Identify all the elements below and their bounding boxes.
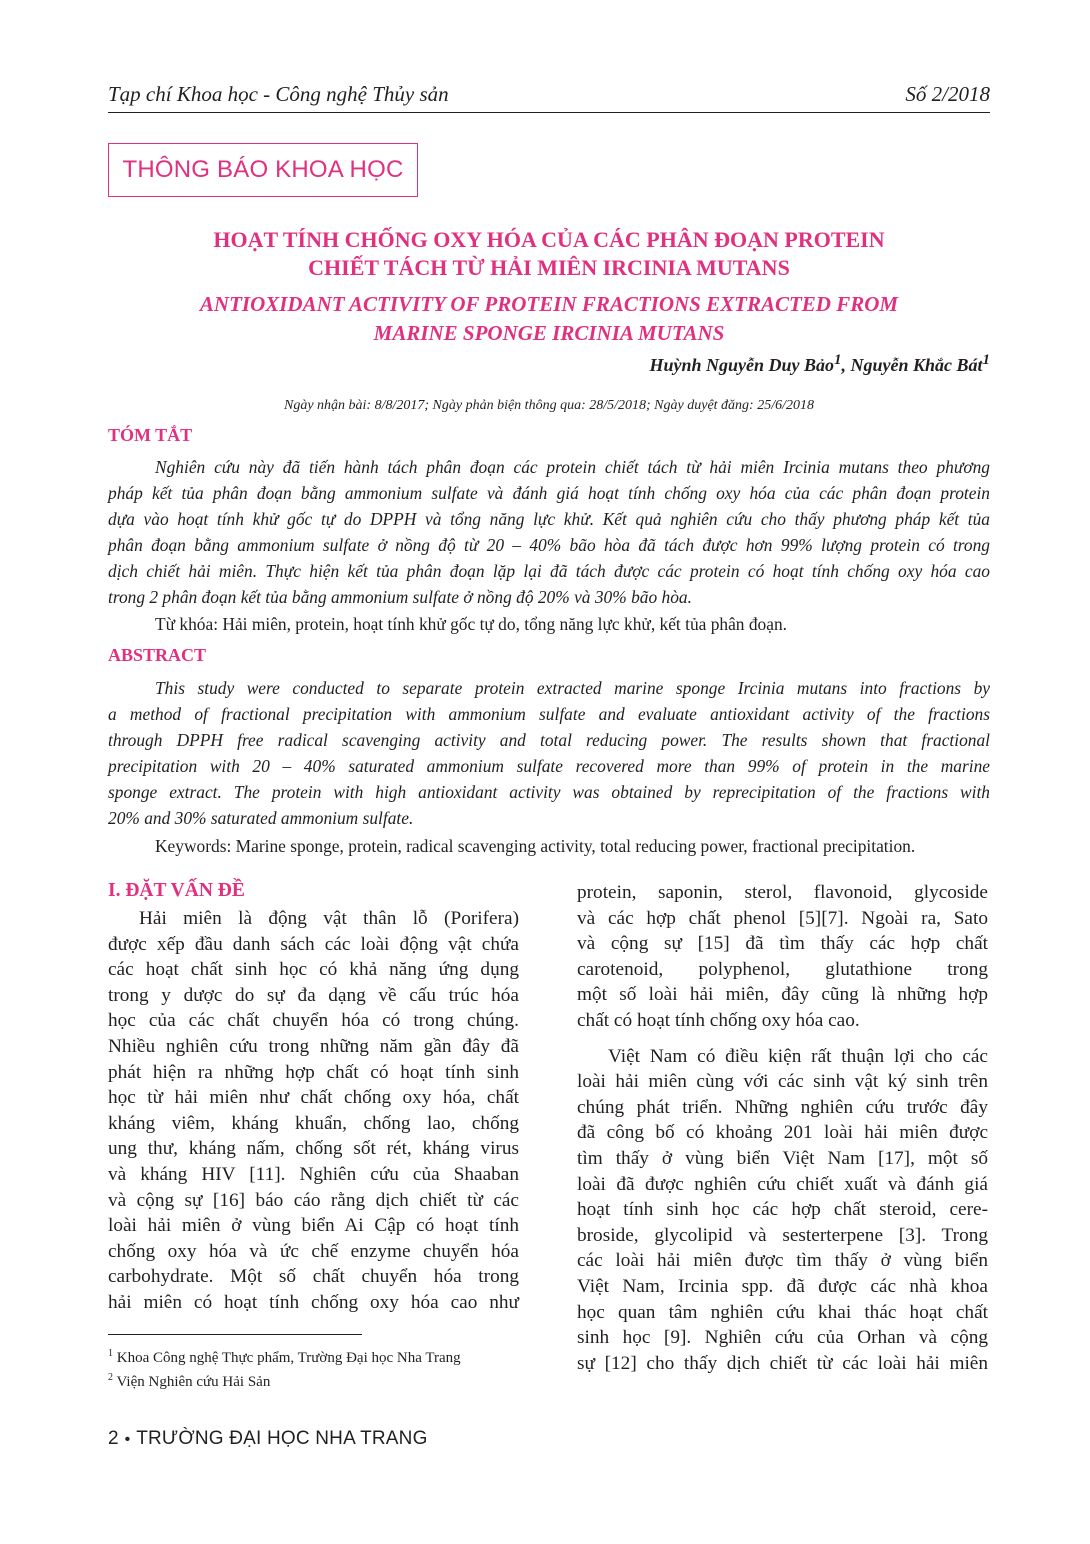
page-number: 2 [108, 1428, 119, 1449]
section-title: I. ĐẶT VẤN ĐỀ [108, 880, 245, 901]
body-line: và các hợp chất phenol [5][7]. Ngoài ra, Sato [577, 907, 988, 929]
body-line: carotenoid, polyphenol, glutathione trong [577, 958, 988, 980]
body-line: trong y dược do sự đa dạng về cấu trúc hóa [108, 984, 519, 1006]
body-line: loài đã được nghiên cứu chiết xuất và đánh giá [577, 1173, 988, 1195]
abstract-line: sponge extract. The protein with high antioxidant activity was obtained by reprecipitation of the fractions with [108, 782, 990, 803]
summary-vi-body [108, 454, 990, 611]
abstract-heading: ABSTRACT [108, 645, 207, 665]
body-line: học từ hải miên như chất chống oxy hóa, chất [108, 1087, 519, 1109]
keywords-en: Keywords: Marine sponge, protein, radical scavenging activity, total reducing power, fractional precipitation. [155, 836, 916, 856]
title-en-line: ANTIOXIDANT ACTIVITY OF PROTEIN FRACTIONS EXTRACTED FROM [199, 292, 899, 316]
title-vi-line: CHIẾT TÁCH TỪ HẢI MIÊN IRCINIA MUTANS [308, 255, 790, 280]
summary-vi-line: dịch chiết hải miên. Thực hiện kết tủa phân đoạn lặp lại đã tách được các protein có hoạt tính chống oxy hóa cao [108, 561, 990, 582]
body-line: Việt Nam, Ircinia spp. đã được các nhà khoa [577, 1275, 988, 1297]
abstract-line: 20% and 30% saturated ammonium sulfate. [108, 808, 414, 829]
abstract-line: This study were conducted to separate protein extracted marine sponge Ircinia mutans into fractions by [155, 678, 990, 698]
title-vi-line: HOẠT TÍNH CHỐNG OXY HÓA CỦA CÁC PHÂN ĐOẠN PROTEIN [213, 227, 885, 252]
body-line: một số loài hải miên, đây cũng là những hợp [577, 984, 988, 1006]
body-line: tìm thấy ở vùng biển Việt Nam [17], một số [577, 1147, 988, 1169]
footnote [108, 1344, 461, 1368]
body-line: Hải miên là động vật thân lỗ (Porifera) [139, 908, 519, 929]
author-name: Huỳnh Nguyễn Duy Bảo [649, 355, 834, 375]
section-label-box [108, 143, 418, 197]
summary-vi-heading: TÓM TẮT [108, 425, 193, 445]
footer-bullet: • [124, 1431, 131, 1448]
body-line: chống oxy hóa và ức chế enzyme chuyển hóa [108, 1240, 519, 1262]
title-en-line: MARINE SPONGE IRCINIA MUTANS [373, 321, 725, 345]
body-line: sinh học [9]. Nghiên cứu của Orhan và cộng [577, 1327, 988, 1349]
body-line: hoạt tính sinh học các hợp chất steroid, cere- [577, 1199, 988, 1221]
abstract-line: precipitation with 20 – 40% saturated ammonium sulfate recovered more than 99% of protein in the marine [108, 756, 990, 777]
body-line: phát hiện ra những hợp chất có hoạt tính sinh [108, 1061, 519, 1083]
body-line: sự [12] cho thấy dịch chiết từ các loài hải miên [577, 1352, 988, 1374]
footnote [108, 1368, 461, 1392]
journal-name: Tạp chí Khoa học - Công nghệ Thủy sản [108, 82, 449, 106]
summary-vi-line: dựa vào hoạt tính khử gốc tự do DPPH và tổng năng lực khử. Kết quả nghiên cứu cho thấy phương pháp kết tủa [108, 509, 990, 530]
submission-dates: Ngày nhận bài: 8/8/2017; Ngày phản biện thông qua: 28/5/2018; Ngày duyệt đăng: 25/6/2018 [283, 398, 814, 413]
body-line: và cộng sự [16] báo cáo rằng dịch chiết từ các [108, 1189, 519, 1211]
body-line: học của các chất chuyển hóa có trong chúng. [108, 1010, 519, 1032]
keywords-vi: Từ khóa: Hải miên, protein, hoạt tính khử gốc tự do, tổng năng lực khử, kết tủa phân đoạn. [155, 614, 788, 634]
footnote-mark: 1 [108, 1348, 113, 1359]
summary-vi-line: pháp kết tủa phân đoạn bằng ammonium sulfate và đánh giá hoạt tính chống oxy hóa của các phân đoạn protein [108, 483, 990, 504]
author-line [649, 352, 990, 376]
right-column [577, 880, 988, 1376]
title-english [108, 290, 990, 348]
body-line: chất có hoạt tính chống oxy hóa cao. [577, 1009, 860, 1031]
footnote-text: Khoa Công nghệ Thực phẩm, Trường Đại học Nha Trang [116, 1350, 461, 1366]
section-label: THÔNG BÁO KHOA HỌC [122, 156, 404, 183]
abstract-line: a method of fractional precipitation with ammonium sulfate and evaluate antioxidant activity of the fractions [108, 704, 990, 725]
body-line: carbohydrate. Một số chất chuyển hóa trong [108, 1266, 519, 1288]
footer-org: TRƯỜNG ĐẠI HỌC NHA TRANG [136, 1428, 428, 1449]
body-line: học quan tâm nghiên cứu khai thác hoạt chất [577, 1301, 988, 1323]
footnote-text: Viện Nghiên cứu Hải Sản [116, 1374, 271, 1390]
author-name: Nguyễn Khắc Bát [850, 355, 983, 375]
body-line: các hoạt chất sinh học có khả năng ứng dụng [108, 959, 519, 981]
body-line: Việt Nam có điều kiện rất thuận lợi cho các [608, 1045, 988, 1067]
body-line: protein, saponin, sterol, flavonoid, glycoside [577, 882, 988, 903]
page-footer [108, 1428, 428, 1450]
header-rule [108, 112, 990, 113]
body-line: chúng phát triển. Những nghiên cứu trước đây [577, 1096, 988, 1118]
body-line: loài hải miên cùng với các sinh vật ký sinh trên [577, 1071, 988, 1093]
running-header [108, 82, 990, 107]
body-line: hải miên có hoạt tính chống oxy hóa cao như [108, 1291, 519, 1313]
abstract-line: through DPPH free radical scavenging activity and total reducing power. The results shown that fractional [108, 730, 990, 751]
footnote-rule [108, 1334, 362, 1335]
summary-vi-line: phân đoạn bằng ammonium sulfate ở nồng độ từ 20 – 40% bão hòa đã tách được hơn 99% lượng protein có trong [108, 535, 990, 556]
body-line: được xếp đầu danh sách các loài động vật chứa [108, 933, 519, 955]
body-line: các loài hải miên được tìm thấy ở vùng biển [577, 1250, 988, 1272]
body-line: và kháng HIV [11]. Nghiên cứu của Shaaban [108, 1163, 519, 1185]
summary-vi-line: trong 2 phân đoạn kết tủa bằng ammonium sulfate ở nồng độ 20% và 30% bão hòa. [108, 587, 692, 608]
affiliation-mark: 1 [833, 352, 842, 368]
body-line: đã công bố có khoảng 201 loài hải miên được [577, 1122, 988, 1144]
issue-number: Số 2/2018 [905, 82, 990, 106]
body-line: broside, glycolipid và sesterterpene [3]. Trong [577, 1224, 988, 1246]
affiliation-mark: 1 [982, 352, 990, 368]
footnotes [108, 1344, 461, 1392]
left-column [108, 906, 519, 1316]
summary-vi-line: Nghiên cứu này đã tiến hành tách phân đoạn các protein chiết tách từ hải miên Ircinia mutans theo phương [155, 457, 990, 477]
body-line: Nhiều nghiên cứu trong những năm gần đây đã [108, 1035, 519, 1057]
body-line: và cộng sự [15] đã tìm thấy các hợp chất [577, 933, 988, 955]
body-line: loài hải miên ở vùng biển Ai Cập có hoạt tính [108, 1215, 519, 1237]
body-line: ung thư, kháng nấm, chống sốt rét, kháng virus [108, 1138, 519, 1160]
abstract-body [108, 675, 990, 832]
footnote-mark: 2 [108, 1372, 113, 1383]
title-vietnamese [108, 226, 990, 282]
author-separator: , [841, 355, 851, 375]
body-line: kháng viêm, kháng khuẩn, chống lao, chống [108, 1112, 519, 1134]
